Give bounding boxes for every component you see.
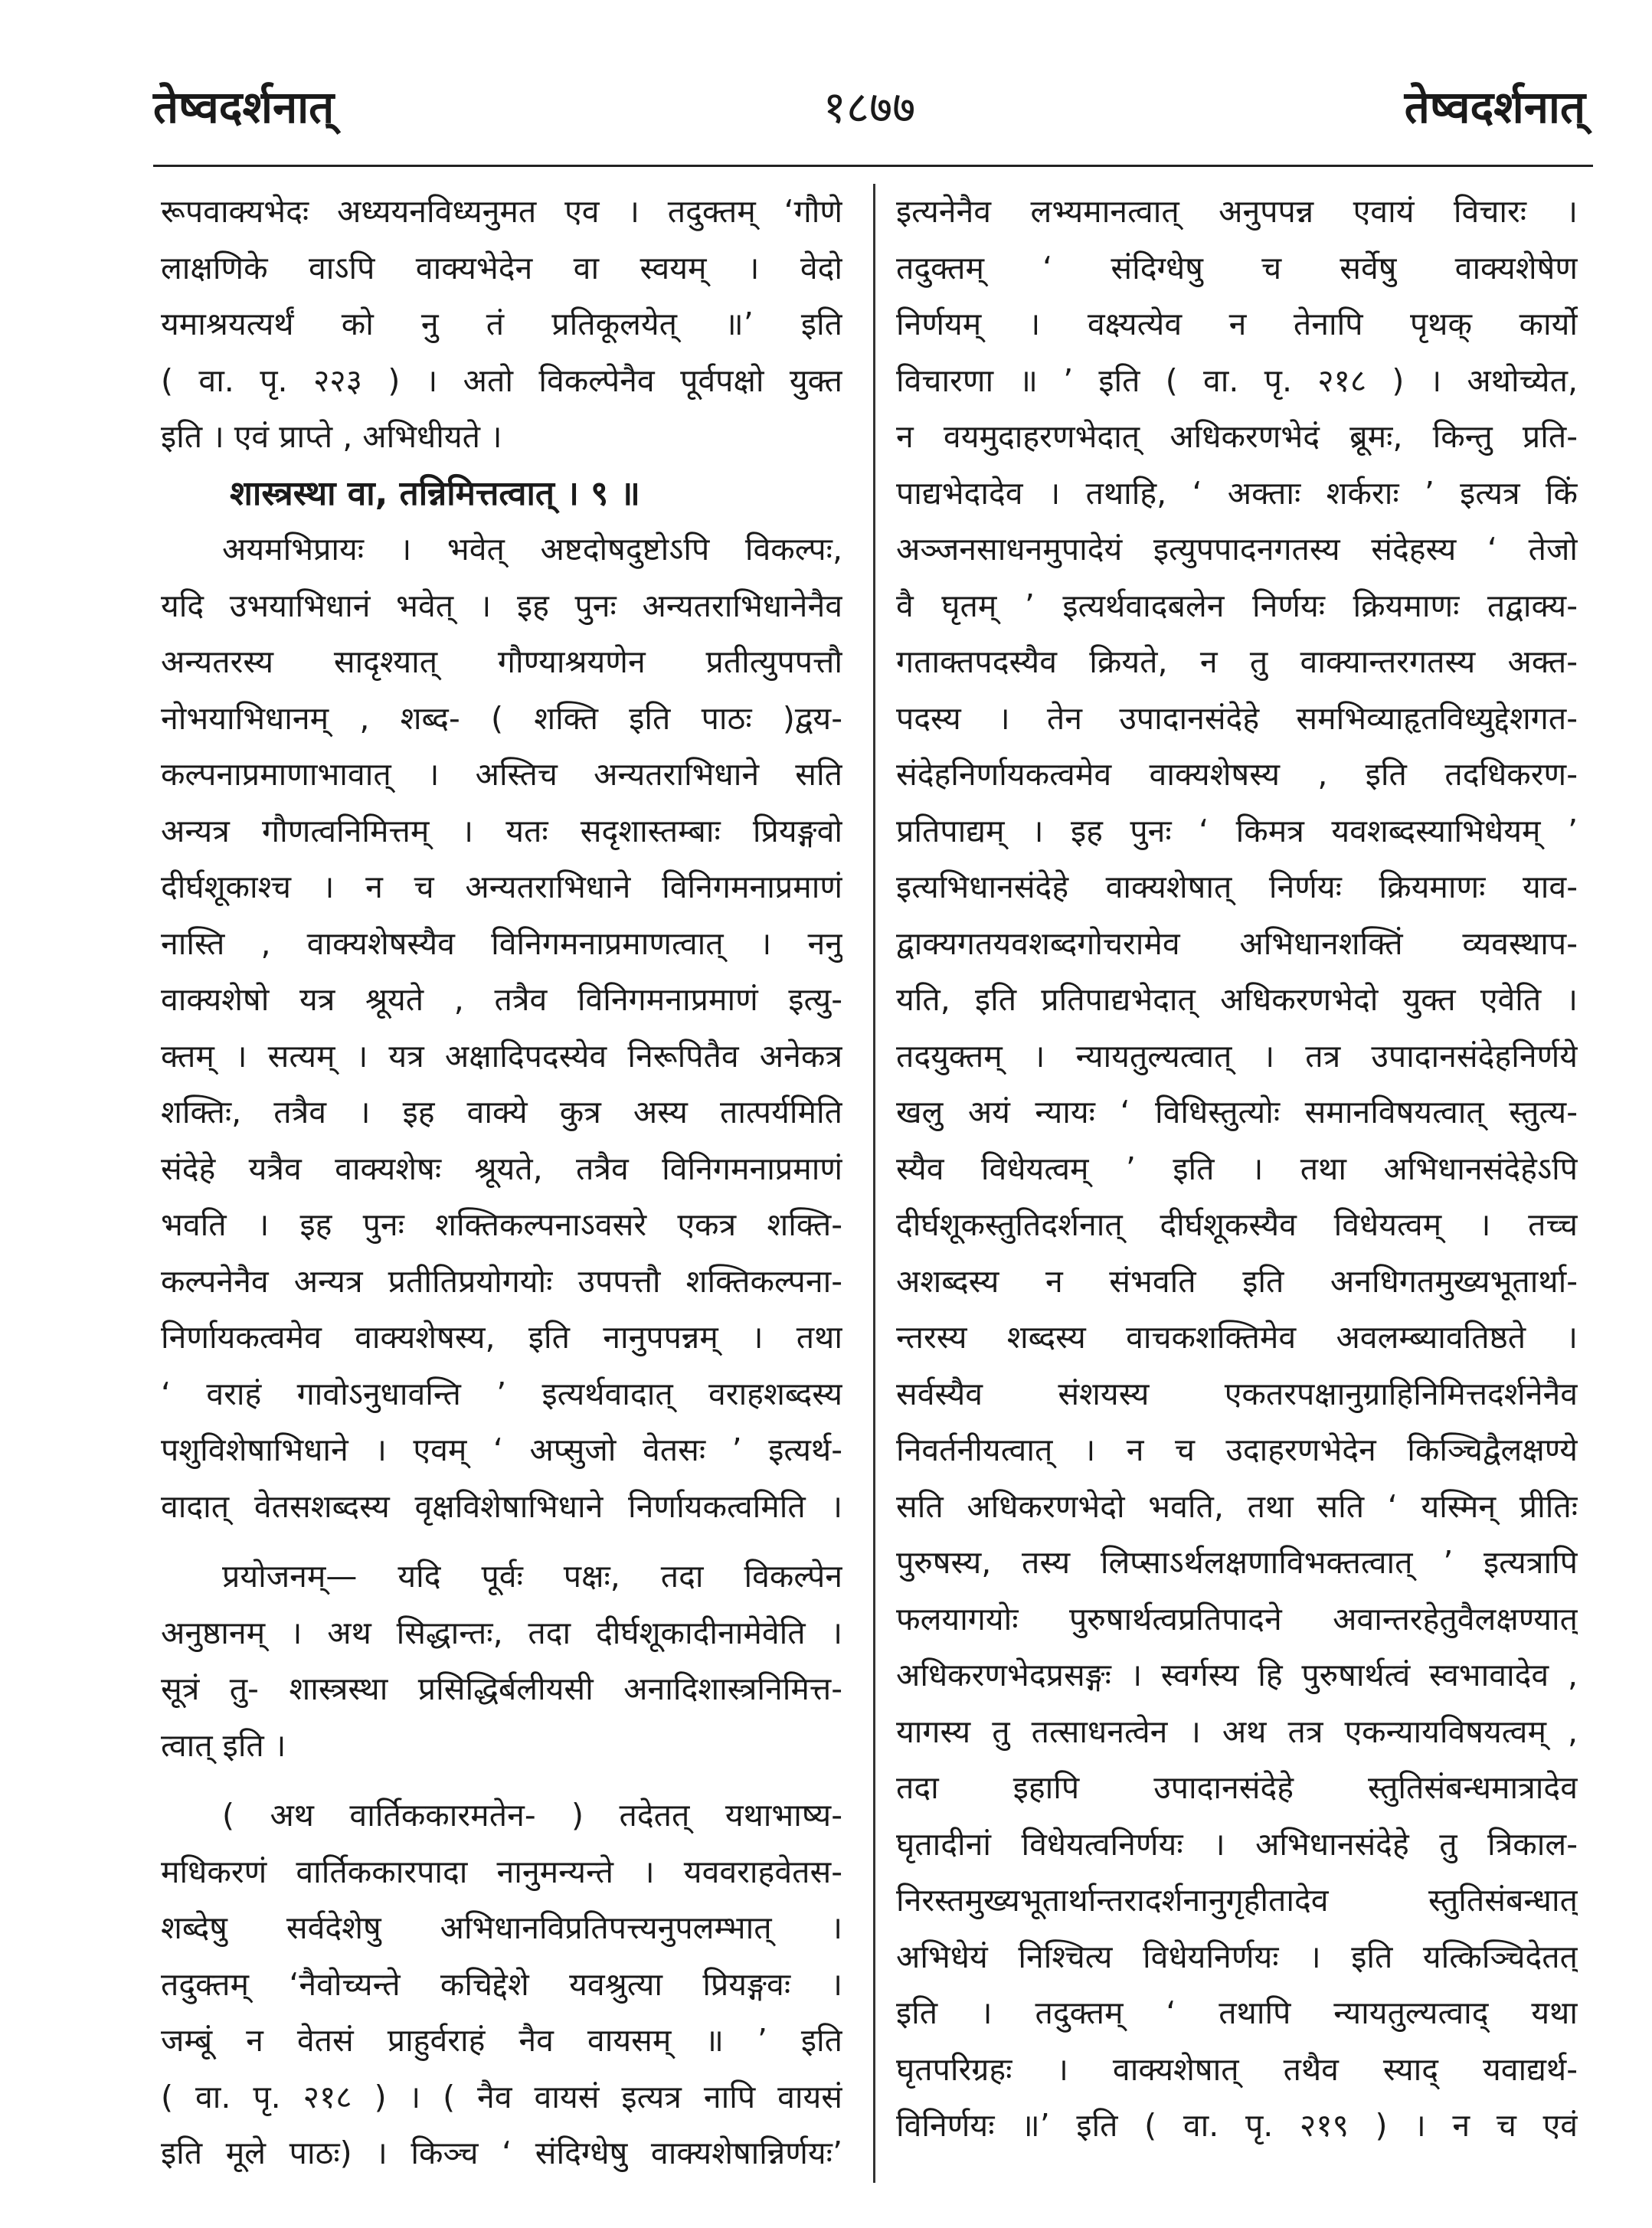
text-line: पदस्य । तेन उपादानसंदेहे समभिव्याहृतविध्युद्देशगत- [896, 699, 1578, 737]
text-line: सति अधिकरणभेदो भवति, तथा सति ‘ यस्मिन् प्रीतिः [896, 1487, 1578, 1525]
text-line: द्वाक्यगतयवशब्दगोचरामेव अभिधानशक्तिं व्यवस्थाप- [896, 924, 1578, 962]
text-line: यदि उभयाभिधानं भवेत् । इह पुनः अन्यतराभिधानेनैव [161, 587, 842, 624]
text-line: अन्यतरस्य सादृश्यात् गौण्याश्रयणेन प्रतीत्युपपत्तौ [161, 643, 842, 680]
text-line: रूपवाक्यभेदः अध्ययनविध्यनुमत एव । तदुक्तम् ‘गौणे [161, 193, 842, 230]
text-line: विचारणा ॥ ’ इति ( वा. पृ. २१८ ) । अथोच्येत, [896, 362, 1578, 399]
text-line: अन्यत्र गौणत्वनिमित्तम् । यतः सदृशास्तम्बाः प्रियङ्गवो [161, 812, 842, 849]
text-line: लाक्षणिके वाऽपि वाक्यभेदेन वा स्वयम् । वेदो [161, 249, 842, 286]
text-line: घृतपरिग्रहः । वाक्यशेषात् तथैव स्याद् यवाद्यर्थ- [896, 2050, 1578, 2088]
text-line: न्तरस्य शब्दस्य वाचकशक्तिमेव अवलम्ब्यावतिष्ठते । [896, 1319, 1578, 1356]
text-line: पुरुषस्य, तस्य लिप्साऽर्थलक्षणाविभक्तत्वात् ’ इत्यत्रापि [896, 1544, 1578, 1581]
text-line: ( वा. पृ. २२३ ) । अतो विकल्पेनैव पूर्वपक्षो युक्त [161, 362, 842, 399]
text-line: जम्बूं न वेतसं प्राहुर्वराहं नैव वायसम् ॥ ’ इति [161, 2022, 842, 2059]
text-line: शक्तिः, तत्रैव । इह वाक्ये कुत्र अस्य तात्पर्यमिति [161, 1094, 842, 1130]
text-line: कल्पनेनैव अन्यत्र प्रतीतिप्रयोगयोः उपपत्तौ शक्तिकल्पना- [161, 1262, 842, 1300]
text-line: तदयुक्तम् । न्यायतुल्यत्वात् । तत्र उपादानसंदेहनिर्णये [896, 1037, 1578, 1075]
text-line: दीर्घशूकाश्च । न च अन्यतराभिधाने विनिगमनाप्रमाणं [161, 869, 842, 905]
text-line: तदा इहापि उपादानसंदेहे स्तुतिसंबन्धमात्रादेव [896, 1769, 1578, 1806]
text-line: ( अथ वार्तिककारमतेन- ) तदेतत् यथाभाष्य- [222, 1797, 842, 1834]
text-line: यमाश्रयत्यर्थं को नु तं प्रतिकूलयेत् ॥’ इति [161, 306, 842, 342]
text-line: निरस्तमुख्यभूतार्थान्तरादर्शनानुगृहीतादेव स्तुतिसंबन्धात् [896, 1882, 1578, 1919]
header-rule [153, 165, 1593, 167]
text-line: न वयमुदाहरणभेदात् अधिकरणभेदं ब्रूमः, किन्तु प्रति- [896, 418, 1578, 455]
text-line: इति मूले पाठः) । किञ्च ‘ संदिग्धेषु वाक्यशेषान्निर्णयः’ [161, 2135, 842, 2171]
text-line: ‘ वराहं गावोऽनुधावन्ति ’ इत्यर्थवादात् वराहशब्दस्य [161, 1375, 842, 1412]
text-line: फलयागयोः पुरुषार्थत्वप्रतिपादने अवान्तरहेतुवैलक्षण्यात् [896, 1600, 1578, 1637]
text-line: भवति । इह पुनः शक्तिकल्पनाऽवसरे एकत्र शक्ति- [161, 1206, 842, 1243]
text-line: दीर्घशूकस्तुतिदर्शनात् दीर्घशूकस्यैव विधेयत्वम् । तच्च [896, 1206, 1578, 1243]
text-line: अयमभिप्रायः । भवेत् अष्टदोषदुष्टोऽपि विकल्पः, [222, 531, 842, 568]
text-line: सूत्रं तु- शास्त्रस्था प्रसिद्धिर्बलीयसी अनादिशास्त्रनिमित्त- [161, 1670, 842, 1707]
text-line: वादात् वेतसशब्दस्य वृक्षविशेषाभिधाने निर्णायकत्वमिति । [161, 1487, 842, 1525]
text-line: अनुष्ठानम् । अथ सिद्धान्तः, तदा दीर्घशूकादीनामेवेति । [161, 1614, 842, 1651]
text-line: विनिर्णयः ॥’ इति ( वा. पृ. २१९ ) । न च एवं [896, 2107, 1578, 2144]
text-line: इति । एवं प्राप्ते , अभिधीयते । [161, 418, 502, 455]
text-line: घृतादीनां विधेयत्वनिर्णयः । अभिधानसंदेहे तु त्रिकाल- [896, 1825, 1578, 1863]
text-line: इति । तदुक्तम् ‘ तथापि न्यायतुल्यत्वाद् यथा [896, 1994, 1578, 2031]
text-line: ( वा. पृ. २१८ ) । ( नैव वायसं इत्यत्र नापि वायसं [161, 2078, 842, 2115]
left-column [161, 184, 842, 2183]
text-line: वाक्यशेषो यत्र श्रूयते , तत्रैव विनिगमनाप्रमाणं इत्यु- [161, 981, 842, 1018]
text-line: नोभयाभिधानम् , शब्द- ( शक्ति इति पाठः )द्वय- [161, 699, 842, 737]
text-line: प्रयोजनम्— यदि पूर्वः पक्षः, तदा विकल्पेन [222, 1558, 842, 1595]
text-line: स्यैव विधेयत्वम् ’ इति । तथा अभिधानसंदेहेऽपि [896, 1150, 1578, 1187]
text-line: क्तम् । सत्यम् । यत्र अक्षादिपदस्येव निरूपितैव अनेकत्र [161, 1037, 842, 1075]
text-line: संदेहनिर्णायकत्वमेव वाक्यशेषस्य , इति तदधिकरण- [896, 756, 1578, 793]
header-left-catchword: तेष्वदर्शनात् [153, 81, 335, 133]
text-line: संदेहे यत्रैव वाक्यशेषः श्रूयते, तत्रैव विनिगमनाप्रमाणं [161, 1150, 842, 1187]
text-line: प्रतिपाद्यम् । इह पुनः ‘ किमत्र यवशब्दस्याभिधेयम् ’ [896, 812, 1578, 849]
text-line: त्वात् इति । [161, 1726, 286, 1764]
page-number: १८७७ [823, 81, 916, 133]
text-line: कल्पनाप्रमाणाभावात् । अस्तिच अन्यतराभिधाने सति [161, 756, 842, 793]
column-divider [873, 184, 875, 2183]
text-line: निवर्तनीयत्वात् । न च उदाहरणभेदेन किञ्चिद्वैलक्षण्ये [896, 1431, 1578, 1468]
header-right-catchword: तेष्वदर्शनात् [1404, 81, 1585, 133]
text-line: अशब्दस्य न संभवति इति अनधिगतमुख्यभूतार्था- [896, 1262, 1578, 1300]
text-line: तदुक्तम् ‘नैवोच्यन्ते कचिद्देशे यवश्रुत्या प्रियङ्गवः । [161, 1965, 842, 2003]
text-line: अञ्जनसाधनमुपादेयं इत्युपपादनगतस्य संदेहस्य ‘ तेजो [896, 531, 1578, 568]
text-line: तदुक्तम् ‘ संदिग्धेषु च सर्वेषु वाक्यशेषेण [896, 249, 1578, 286]
text-line: इत्यभिधानसंदेहे वाक्यशेषात् निर्णयः क्रियमाणः याव- [896, 869, 1578, 905]
text-line: पाद्यभेदादेव । तथाहि, ‘ अक्ताः शर्कराः ’ इत्यत्र किं [896, 474, 1578, 512]
text-line: सर्वस्यैव संशयस्य एकतरपक्षानुग्राहिनिमित्तदर्शनेनैव [896, 1375, 1578, 1412]
text-line: अभिधेयं निश्चित्य विधेयनिर्णयः । इति यत्किञ्चिदेतत् [896, 1938, 1578, 1975]
text-line: वै घृतम् ’ इत्यर्थवादबलेन निर्णयः क्रियमाणः तद्वाक्य- [896, 587, 1578, 624]
text-line: पशुविशेषाभिधाने । एवम् ‘ अप्सुजो वेतसः ’ इत्यर्थ- [161, 1431, 842, 1468]
text-line: अधिकरणभेदप्रसङ्गः । स्वर्गस्य हि पुरुषार्थत्वं स्वभावादेव , [896, 1657, 1578, 1693]
text-line: नास्ति , वाक्यशेषस्यैव विनिगमनाप्रमाणत्वात् । ननु [161, 924, 842, 962]
text-line: गताक्तपदस्यैव क्रियते, न तु वाक्यान्तरगतस्य अक्त- [896, 643, 1578, 680]
right-column [896, 184, 1578, 2183]
text-line: इत्यनेनैव लभ्यमानत्वात् अनुपपन्न एवायं विचारः । [896, 193, 1578, 230]
text-line: यति, इति प्रतिपाद्यभेदात् अधिकरणभेदो युक्त एवेति । [896, 981, 1578, 1018]
text-line: निर्णायकत्वमेव वाक्यशेषस्य, इति नानुपपन्नम् । तथा [161, 1319, 842, 1356]
sutra-heading: शास्त्रस्था वा, तन्निमित्तत्वात् । ९ ॥ [230, 473, 640, 513]
text-line: खलु अयं न्यायः ‘ विधिस्तुत्योः समानविषयत्वात् स्तुत्य- [896, 1094, 1578, 1130]
running-header [153, 75, 1585, 159]
text-line: मधिकरणं वार्तिककारपादा नानुमन्यन्ते । यववराहवेतस- [161, 1853, 842, 1890]
text-line: यागस्य तु तत्साधनत्वेन । अथ तत्र एकन्यायविषयत्वम् , [896, 1713, 1578, 1750]
text-line: शब्देषु सर्वदेशेषु अभिधानविप्रतिपत्त्यनुपलम्भात् । [161, 1909, 842, 1946]
text-line: निर्णयम् । वक्ष्यत्येव न तेनापि पृथक् कार्यो [896, 306, 1578, 342]
